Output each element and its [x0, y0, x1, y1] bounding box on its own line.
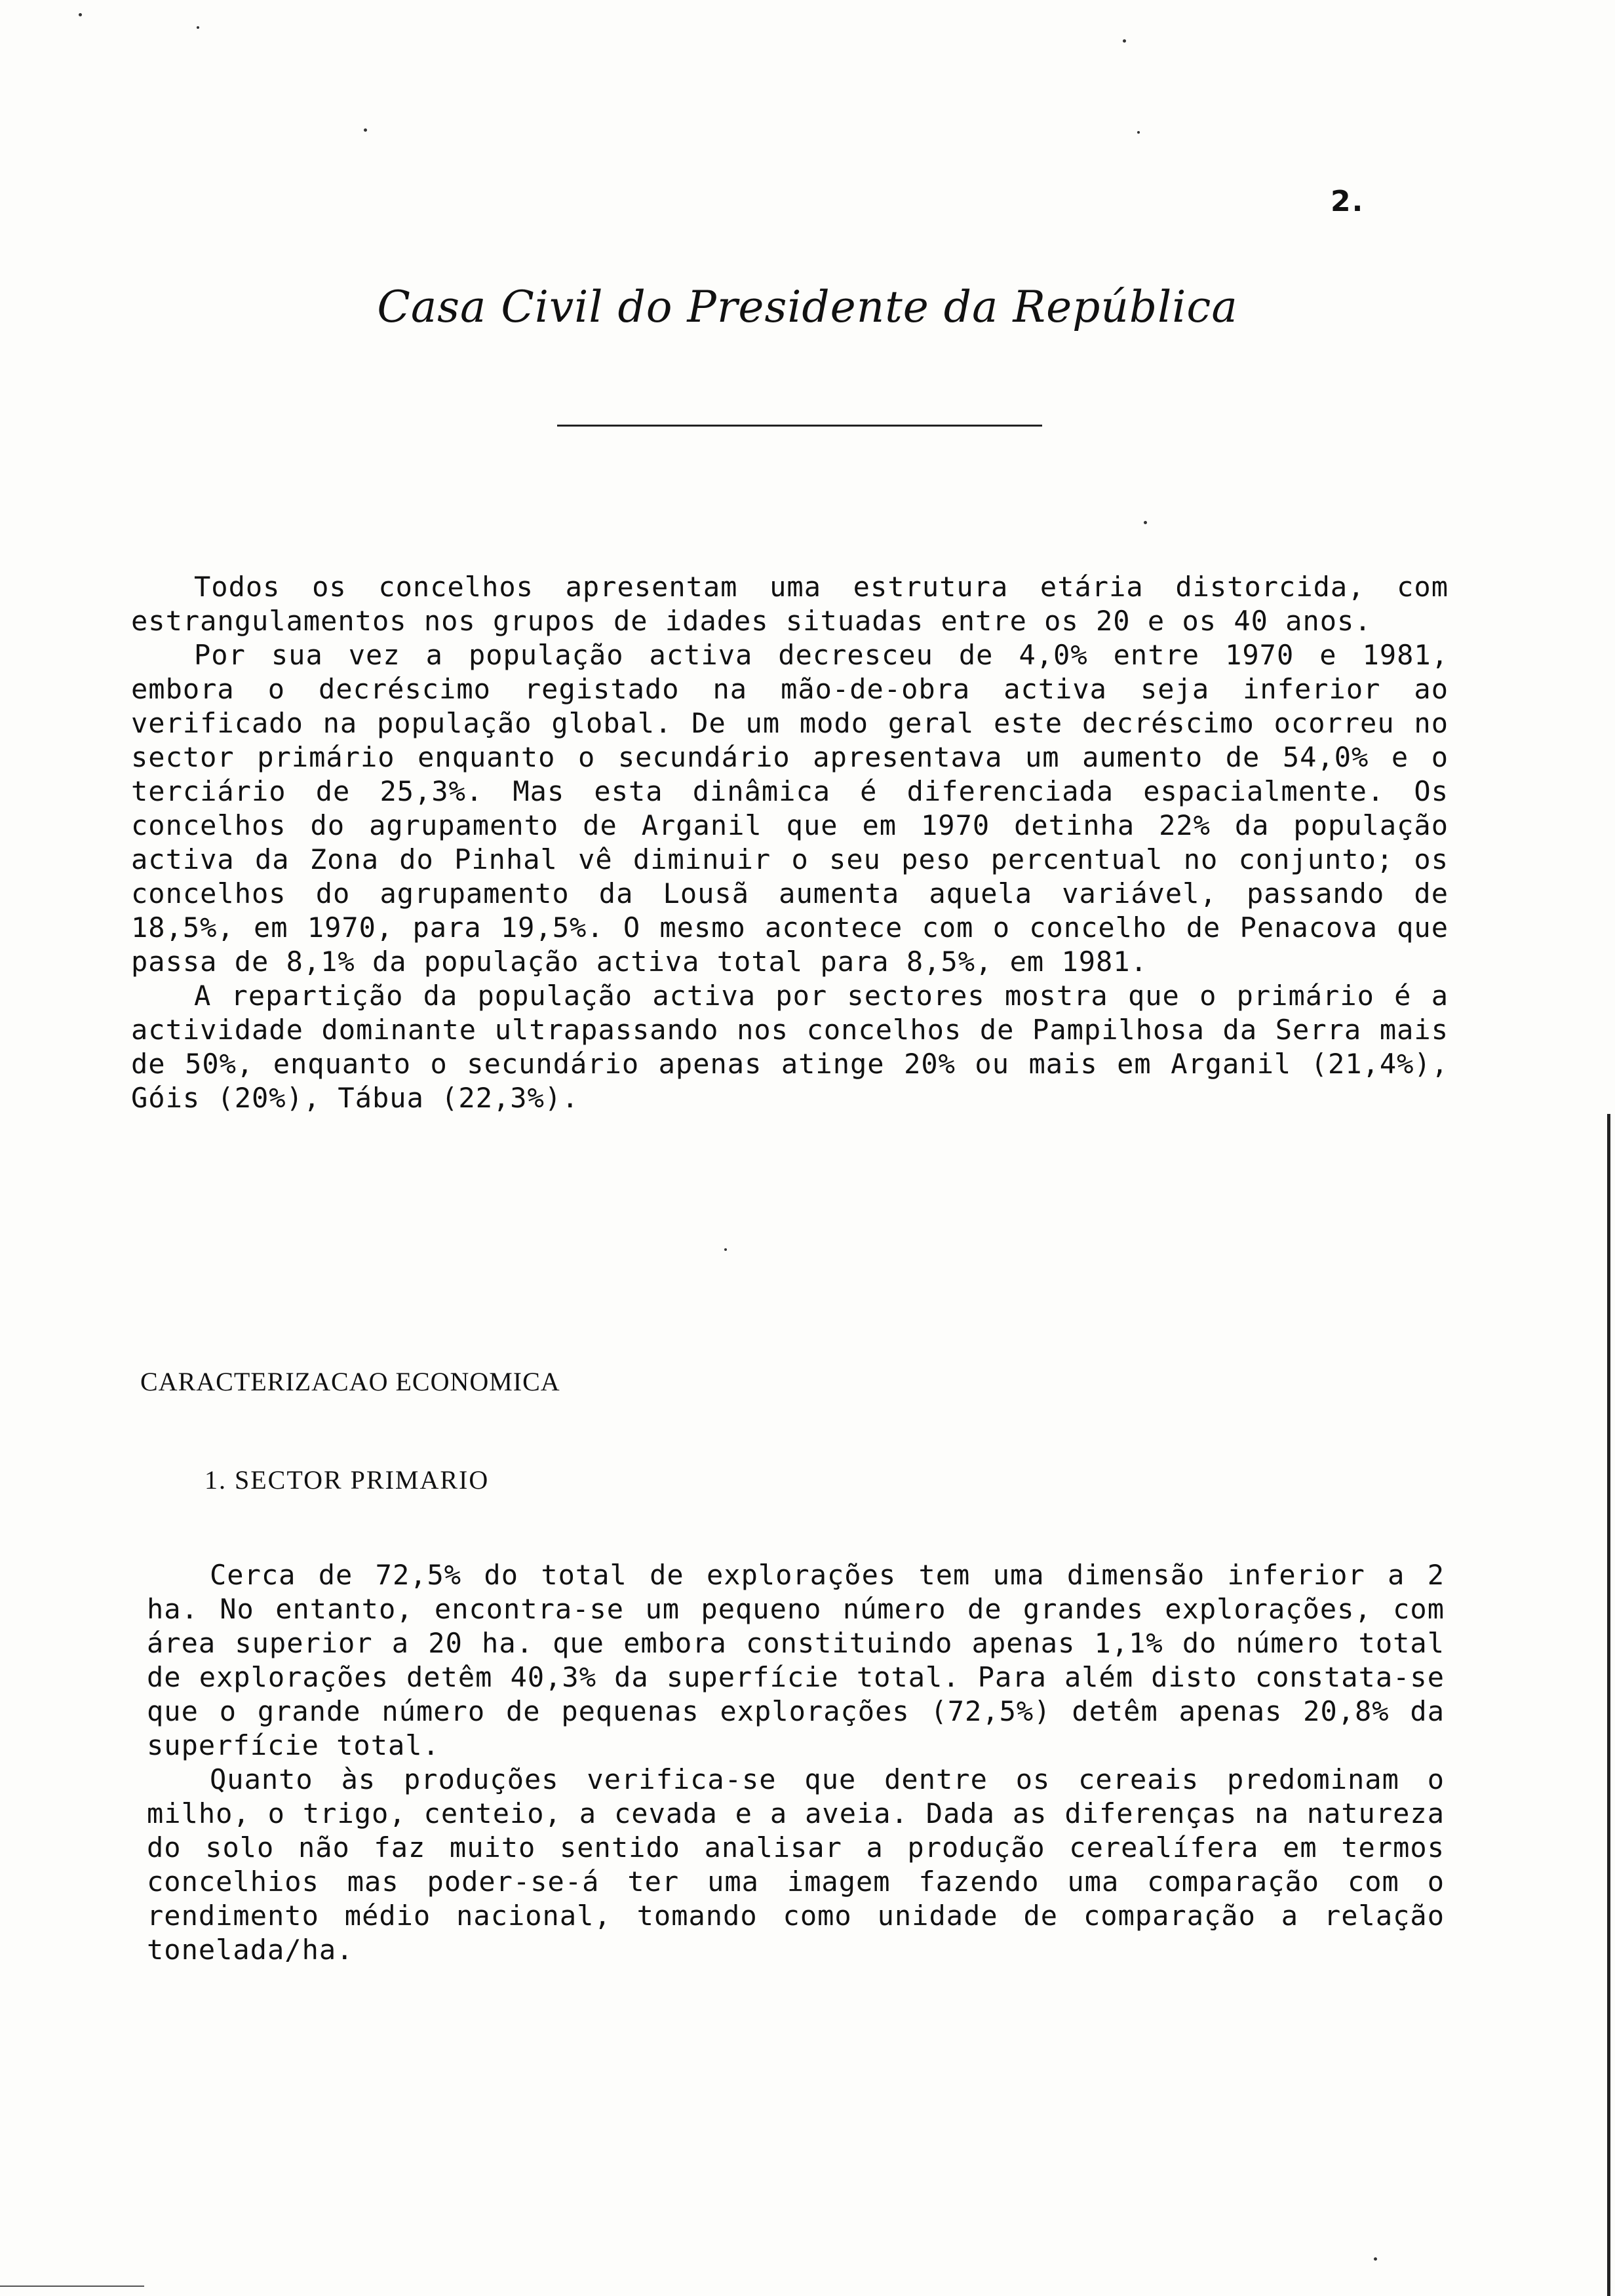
intro-text-block [131, 570, 1449, 1115]
letterhead-divider [557, 425, 1042, 427]
section-heading: CARACTERIZACAO ECONOMICA [140, 1367, 560, 1396]
scan-edge-line [1607, 1114, 1610, 2296]
paragraph: Por sua vez a população activa decresceu de 4,0% entre 1970 e 1981, embora o decréscimo registado na mão-de-obra activa seja inferior ao verificado na população global. De um modo geral este decréscimo ocorreu no sector primário enquanto o secundário apresentava um aumento de 54,0% e o terciário de 25,3%. Mas esta dinâmica é diferenciada espacialmente. Os concelhos do agrupamento de Arganil que em 1970 detinha 22% da população activa da Zona do Pinhal vê diminuir o seu peso percentual no conjunto; os concelhos do agrupamento da Lousã aumenta aquela variável, passando de 18,5%, em 1970, para 19,5%. O mesmo acontece com o concelho de Penacova que passa de 8,1% da população activa total para 8,5%, em 1981. [131, 639, 1449, 978]
scan-speck [1374, 2257, 1377, 2261]
paragraph: Todos os concelhos apresentam uma estrutura etária distorcida, com estrangulamentos nos grupos de idades situadas entre os 20 e os 40 anos. [131, 571, 1449, 637]
paragraph: A repartição da população activa por sectores mostra que o primário é a actividade dominante ultrapassando nos concelhos de Pampilhosa da Serra mais de 50%, enquanto o secundário apenas atinge 20% ou mais em Arganil (21,4%), Góis (20%), Tábua (22,3%). [131, 980, 1449, 1114]
scan-speck [364, 128, 367, 132]
scan-speck [197, 26, 199, 29]
scan-speck [1123, 39, 1126, 43]
paragraph: Cerca de 72,5% do total de explorações tem uma dimensão inferior a 2 ha. No entanto, encontra-se um pequeno número de grandes explorações, com área superior a 20 ha. que embora constituindo apenas 1,1% do número total de explorações detêm 40,3% da superfície total. Para além disto constata-se que o grande número de pequenas explorações (72,5%) detêm apenas 20,8% da superfície total. [147, 1559, 1445, 1761]
primary-sector-text-block [147, 1558, 1445, 1967]
scan-speck [1137, 131, 1140, 134]
scan-speck [79, 13, 82, 16]
paragraph: Quanto às produções verifica-se que dentre os cereais predominam o milho, o trigo, centeio, a cevada e a aveia. Dada as diferenças na natureza do solo não faz muito sentido analisar a produção cerealífera em termos concelhios mas poder-se-á ter uma imagem fazendo uma comparação com o rendimento médio nacional, tomando como unidade de comparação a relação tonelada/ha. [147, 1763, 1445, 1966]
scan-edge-line [0, 2286, 144, 2287]
letterhead: Casa Civil do Presidente da República [377, 282, 1238, 332]
scan-speck [1144, 521, 1147, 524]
subsection-heading: 1. SECTOR PRIMARIO [204, 1465, 490, 1495]
page-number: 2. [1331, 185, 1365, 218]
scan-speck [724, 1248, 727, 1251]
